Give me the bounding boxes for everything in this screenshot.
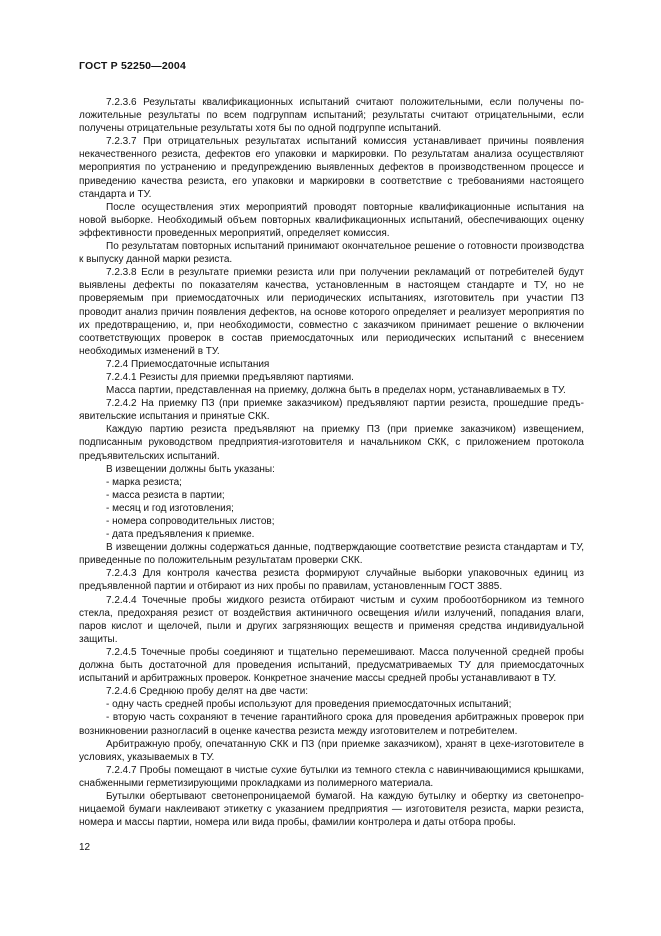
list-item: - марка резиста; [106, 476, 182, 488]
paragraph: По результатам повторных испытаний принимают окончательное решение о готовности производства к выпуску данной марки резиста. [79, 241, 584, 266]
document-body [79, 96, 584, 829]
paragraph: Арбитражную пробу, опечатанную СКК и ПЗ (при приемке заказчиком), хранят в цехе-изготовителе в условиях, указываемых в ТУ. [79, 738, 584, 763]
list-item: - номера сопроводительных листов; [106, 516, 275, 527]
paragraph: 7.2.4.6 Среднюю пробу делят на две части: [106, 686, 309, 698]
page-number: 12 [79, 842, 91, 853]
paragraph: После осуществления этих мероприятий проводят повторные квалификационные испытания на новой выборке. Необходимый объем повторных квалификационных испытаний, обеспечивающих оценку эффективности проведенных мероприятий, определяет комиссия. [79, 201, 584, 239]
paragraph: 7.2.3.8 Если в результате приемки резиста или при получении рекламаций от потребителей будут выявлены дефекты по показателям качества, установленным в настоящем стандарте и ТУ, но не проверяемым при приемосдаточных или периодических испытаниях, изготовитель при участии ПЗ проводит анализ причин появления дефектов, на основе которого определяет и реализует мероприятия по их предотвращению, и, при необходимости, совместно с заказчиком принимает решение о включении соответствующих проверок в состав приемосдаточных или периодических испытаний с внесением необходимых изменений в ТУ. [79, 267, 584, 357]
paragraph: Каждую партию резиста предъявляют на приемку ПЗ (при приемке заказчиком) извещением, подписанным руководством предприятия-изготовителя и начальником СКК, с приложением протокола предъявительских испытаний. [79, 424, 584, 462]
paragraph: 7.2.4.7 Пробы помещают в чистые сухие бутылки из темного стекла с навинчивающимися крышками, снабженными герметизирующими прокладками из полимерного материала. [79, 764, 584, 789]
paragraph: 7.2.3.7 При отрицательных результатах испытаний комиссия устанавливает причины появления некачественного резиста, дефектов его упаковки и маркировки. По результатам анализа осуществляют мероприятия по устранению и предупреждению выявленных дефектов в производственном процессе и приведению качества резиста, его упаковки и маркировки в соответствие с требованиями настоящего стандарта и ТУ. [79, 136, 584, 200]
paragraph: 7.2.4.4 Точечные пробы жидкого резиста отбирают чистым и сухим пробоотборником из темного стекла, предохраняя резист от воздействия актиничного освещения и/или излучений, попадания влаги, паров кислот и щелочей, пыли и других загрязняющих веществ и применяя средства индивидуальной защиты. [79, 594, 584, 645]
section-heading: 7.2.4 Приемосдаточные испытания [106, 358, 270, 370]
list-item: - одну часть средней пробы используют для проведения приемосдаточных испытаний; [106, 699, 512, 711]
list-item: - месяц и год изготовления; [106, 502, 234, 514]
paragraph: В извещении должны содержаться данные, подтверждающие соответствие резиста стандартам и ТУ, приведенные по положительным результатам проверки СКК. [79, 542, 584, 567]
list-item: - вторую часть сохраняют в течение гарантийного срока для проведения арбитражных проверок при возникновении разногласий в оценке качества резиста между изготовителем и потребителем. [79, 712, 584, 737]
paragraph: 7.2.4.1 Резисты для приемки предъявляют партиями. [106, 371, 354, 383]
paragraph: 7.2.4.3 Для контроля качества резиста формируют случайные выборки упаковочных единиц из предъявленной партии и отбирают из них пробы по правилам, установленным ГОСТ 3885. [79, 568, 584, 593]
paragraph: Бутылки обертывают светонепроницаемой бумагой. На каждую бутылку и обертку из светонепроницаемой бумаги наклеивают этикетку с указанием предприятия — изготовителя резиста, марки резиста, номера и массы партии, номера или вида пробы, фамилии контролера и даты отбора пробы. [79, 790, 584, 829]
paragraph: 7.2.3.6 Результаты квалификационных испытаний считают положительными, если получены положительные результаты по всем подгруппам испытаний; результаты считают отрицательными, если получены отрицательные результаты хотя бы по одной подгруппе испытаний. [79, 97, 584, 135]
list-item: - дата предъявления к приемке. [106, 529, 255, 541]
list-item: - масса резиста в партии; [106, 489, 225, 501]
paragraph: Масса партии, представленная на приемку, должна быть в пределах норм, устанавливаемых в ТУ. [106, 385, 566, 397]
document-header: ГОСТ Р 52250—2004 [79, 60, 187, 72]
paragraph: 7.2.4.2 На приемку ПЗ (при приемке заказчиком) предъявляют партии резиста, прошедшие предъявительские испытания и принятые СКК. [79, 398, 584, 423]
paragraph: В извещении должны быть указаны: [106, 463, 275, 475]
paragraph: 7.2.4.5 Точечные пробы соединяют и тщательно перемешивают. Масса полученной средней пробы должна быть достаточной для проведения испытаний, предусматриваемых ТУ для приемосдаточных испытаний и арбитражных проверок. Конкретное значение массы средней пробы устанавливают в ТУ. [79, 646, 584, 685]
